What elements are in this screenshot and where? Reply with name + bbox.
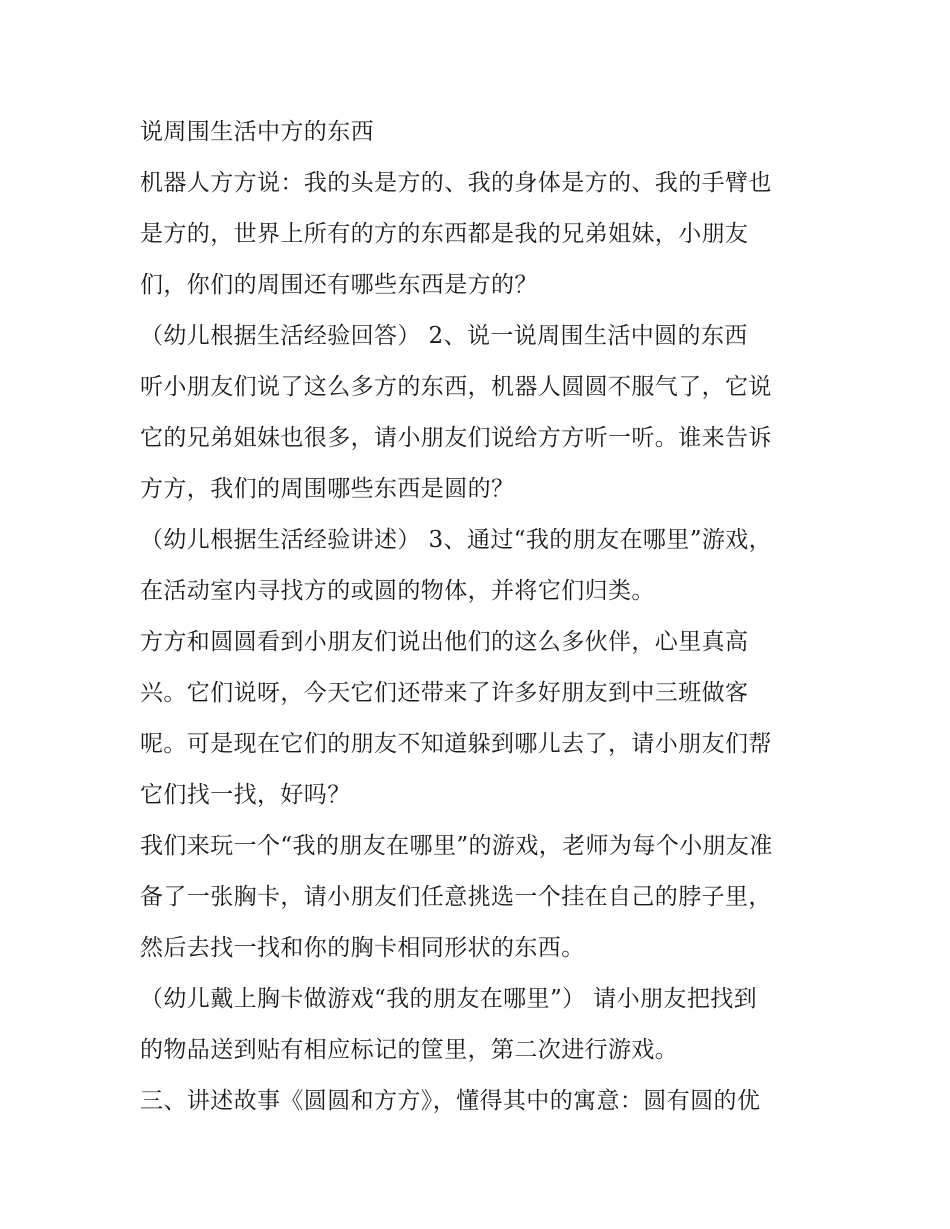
text-line: 方方，我们的周围哪些东西是圆的？	[140, 476, 515, 502]
document-body	[140, 107, 820, 1127]
text-line: 方方和圆圆看到小朋友们说出他们的这么多伙伴，心里真高	[140, 629, 749, 655]
text-line: 们，你们的周围还有哪些东西是方的？	[140, 272, 538, 298]
text-line: 我们来玩一个“我的朋友在哪里”的游戏，老师为每个小朋友准	[140, 833, 773, 859]
text-line: 在活动室内寻找方的或圆的物体，并将它们归类。	[140, 578, 655, 604]
text-line: 的物品送到贴有相应标记的筐里，第二次进行游戏。	[140, 1037, 679, 1063]
text-line: 说周围生活中方的东西	[140, 119, 374, 145]
text-line: 机器人方方说：我的头是方的、我的身体是方的、我的手臂也	[140, 170, 772, 196]
text-line: 然后去找一找和你的胸卡相同形状的东西。	[140, 935, 585, 961]
text-line: 它的兄弟姐妹也很多，请小朋友们说给方方听一听。谁来告诉	[140, 425, 772, 451]
text-line: （幼儿戴上胸卡做游戏“我的朋友在哪里”） 请小朋友把找到	[140, 986, 758, 1012]
text-line: （幼儿根据生活经验讲述） 3、通过“我的朋友在哪里”游戏，	[140, 527, 773, 553]
text-line: 它们找一找，好吗？	[140, 782, 351, 808]
text-line: 是方的，世界上所有的方的东西都是我的兄弟姐妹，小朋友	[140, 221, 749, 247]
text-line: 兴。它们说呀，今天它们还带来了许多好朋友到中三班做客	[140, 680, 749, 706]
text-line: （幼儿根据生活经验回答） 2、说一说周围生活中圆的东西	[140, 323, 748, 349]
text-line: 三、讲述故事《圆圆和方方》，懂得其中的寓意：圆有圆的优	[140, 1088, 761, 1114]
text-line: 呢。可是现在它们的朋友不知道躲到哪儿去了，请小朋友们帮	[140, 731, 772, 757]
text-line: 听小朋友们说了这么多方的东西，机器人圆圆不服气了，它说	[140, 374, 772, 400]
text-line: 备了一张胸卡，请小朋友们任意挑选一个挂在自己的脖子里，	[140, 884, 772, 910]
